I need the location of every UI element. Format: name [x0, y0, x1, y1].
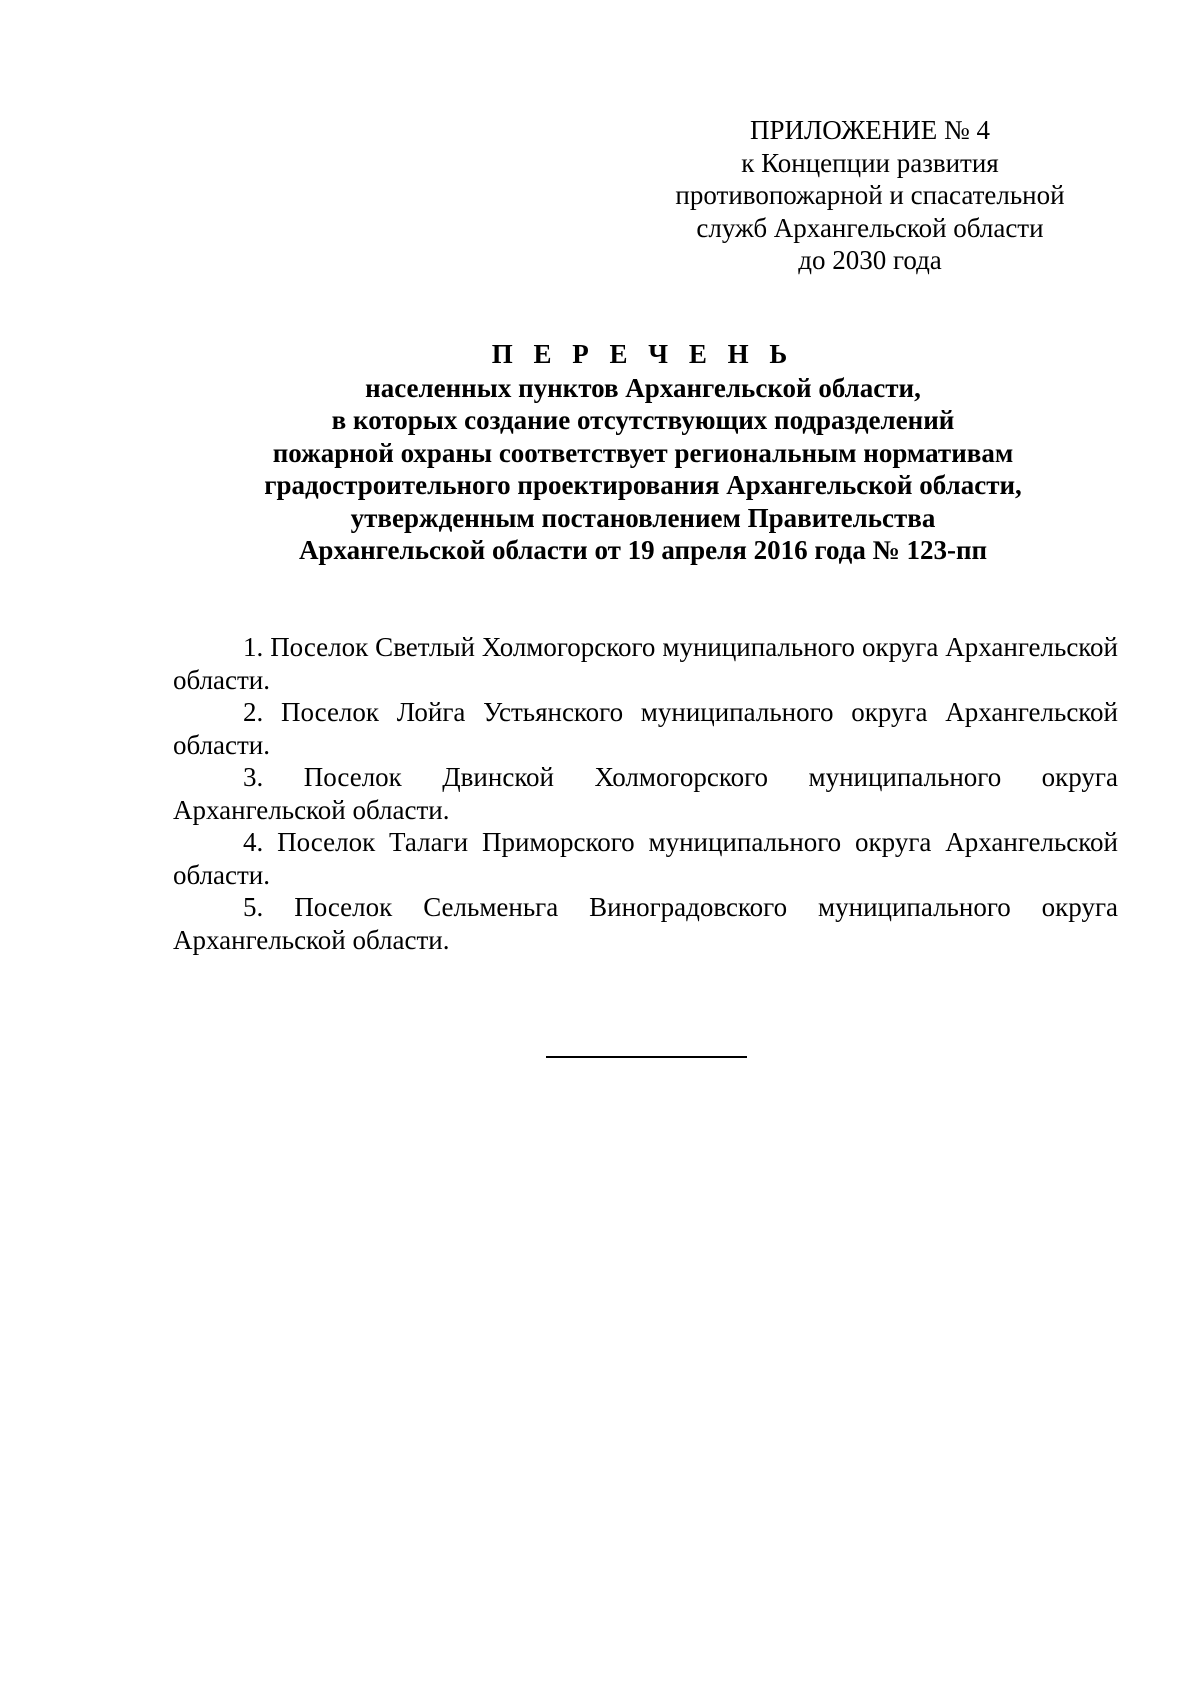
document-title: П Е Р Е Ч Е Н Ь — [491, 339, 795, 369]
heading-line: пожарной охраны соответствует региональным нормативам — [272, 437, 1014, 468]
list-item: 5. Поселок Сельменьга Виноградовского муниципального округа Архангельской области. — [173, 892, 1118, 955]
appendix-line: служб Архангельской области — [696, 212, 1044, 243]
heading-line: Архангельской области от 19 апреля 2016 года № 123-пп — [298, 535, 988, 565]
heading-line: в которых создание отсутствующих подразделений — [331, 405, 955, 435]
heading-line: утвержденным постановлением Правительства — [350, 502, 936, 533]
appendix-number: ПРИЛОЖЕНИЕ № 4 — [749, 115, 991, 145]
appendix-line: до 2030 года — [798, 245, 942, 275]
list-item: 1. Поселок Светлый Холмогорского муниципального округа Архангельской области. — [173, 632, 1118, 695]
list-item: 4. Поселок Талаги Приморского муниципального округа Архангельской области. — [173, 827, 1118, 890]
appendix-block — [660, 114, 1080, 277]
appendix-line: противопожарной и спасательной — [675, 180, 1065, 210]
heading-line: населенных пунктов Архангельской области, — [365, 372, 921, 403]
closing-divider — [546, 1056, 747, 1058]
appendix-line: к Концепции развития — [741, 147, 999, 178]
heading-line: градостроительного проектирования Архангельской области, — [264, 470, 1022, 500]
settlement-list — [173, 631, 1118, 956]
list-item: 3. Поселок Двинской Холмогорского муниципального округа Архангельской области. — [173, 762, 1118, 825]
list-item: 2. Поселок Лойга Устьянского муниципального округа Архангельской области. — [173, 697, 1118, 760]
document-heading — [170, 338, 1116, 567]
